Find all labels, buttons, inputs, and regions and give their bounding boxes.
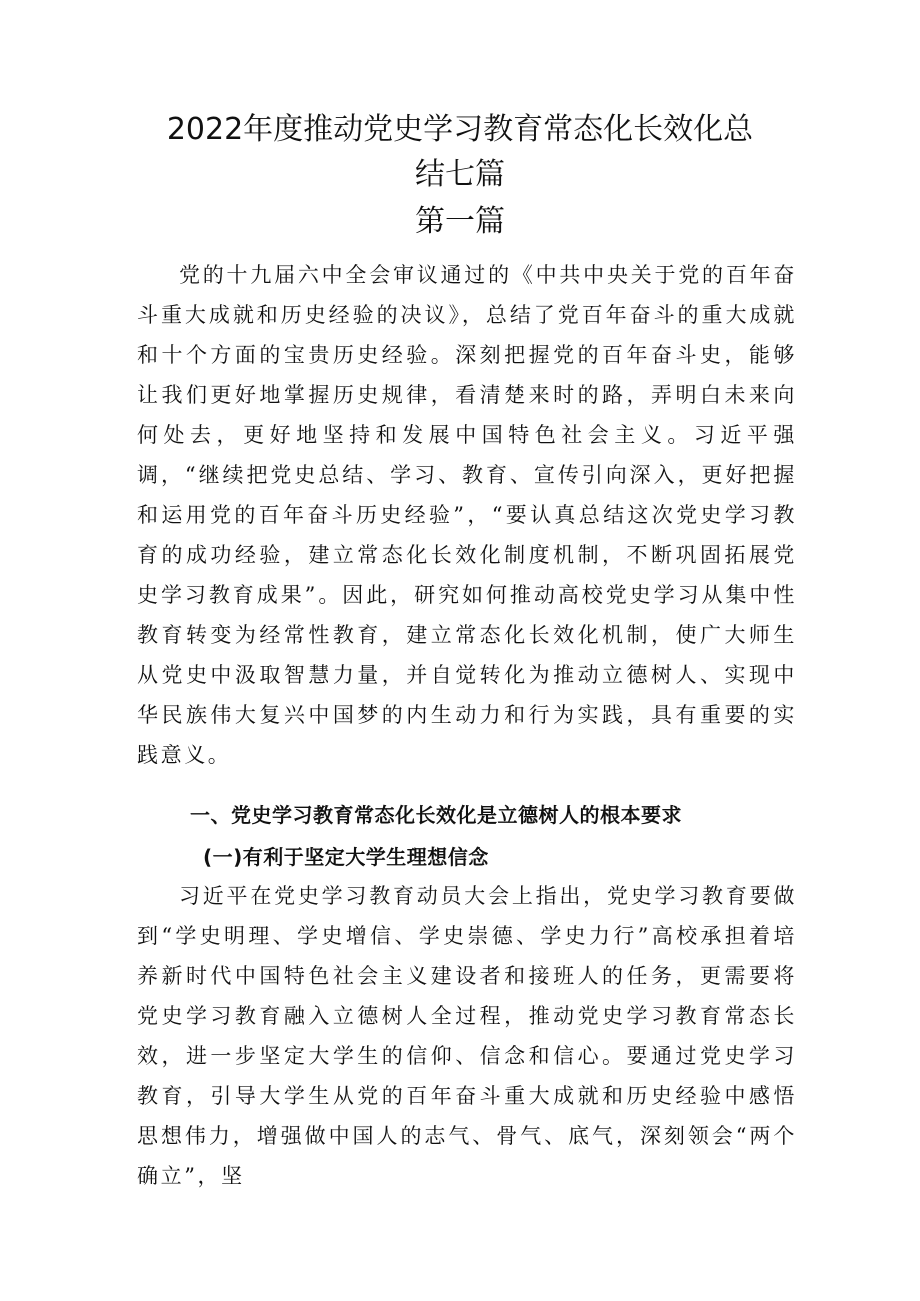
document-title-line-1: 2022年度推动党史学习教育常态化长效化总	[166, 112, 754, 147]
document-subtitle: 第一篇	[415, 204, 505, 239]
body-paragraph-1: 党的十九届六中全会审议通过的《中共中央关于党的百年奋斗重大成就和历史经验的决议》，总结了党百年奋斗的重大成就和十个方面的宝贵历史经验。深刻把握党的百年奋斗史，能够让我们更好地掌握历史规律，看清楚来时的路，弄明白未来向何处去，更好地坚持和发展中国特色社会主义。习近平强调，“继续把党史总结、学习、教育、宣传引向深入，更好把握和运用党的百年奋斗历史经验”，“要认真总结这次党史学习教育的成功经验，建立常态化长效化制度机制，不断巩固拓展党史学习教育成果”。因此，研究如何推动高校党史学习从集中性教育转变为经常性教育，建立常态化长效化机制，使广大师生从党史中汲取智慧力量，并自觉转化为推动立德树人、实现中华民族伟大复兴中国梦的内生动力和行为实践，具有重要的实践意义。	[137, 263, 797, 767]
body-paragraph-2: 习近平在党史学习教育动员大会上指出，党史学习教育要做到“学史明理、学史增信、学史崇德、学史力行”高校承担着培养新时代中国特色社会主义建设者和接班人的任务，更需要将党史学习教育融入立德树人全过程，推动党史学习教育常态长效，进一步坚定大学生的信仰、信念和信心。要通过党史学习教育，引导大学生从党的百年奋斗重大成就和历史经验中感悟思想伟力，增强做中国人的志气、骨气、底气，深刻领会“两个确立”，坚	[137, 884, 797, 1188]
document-title-line-2: 结七篇	[415, 157, 505, 192]
section-heading-1: 一、党史学习教育常态化长效化是立德树人的根本要求	[190, 803, 682, 827]
subsection-heading-1: (一)有利于坚定大学生理想信念	[203, 845, 489, 869]
